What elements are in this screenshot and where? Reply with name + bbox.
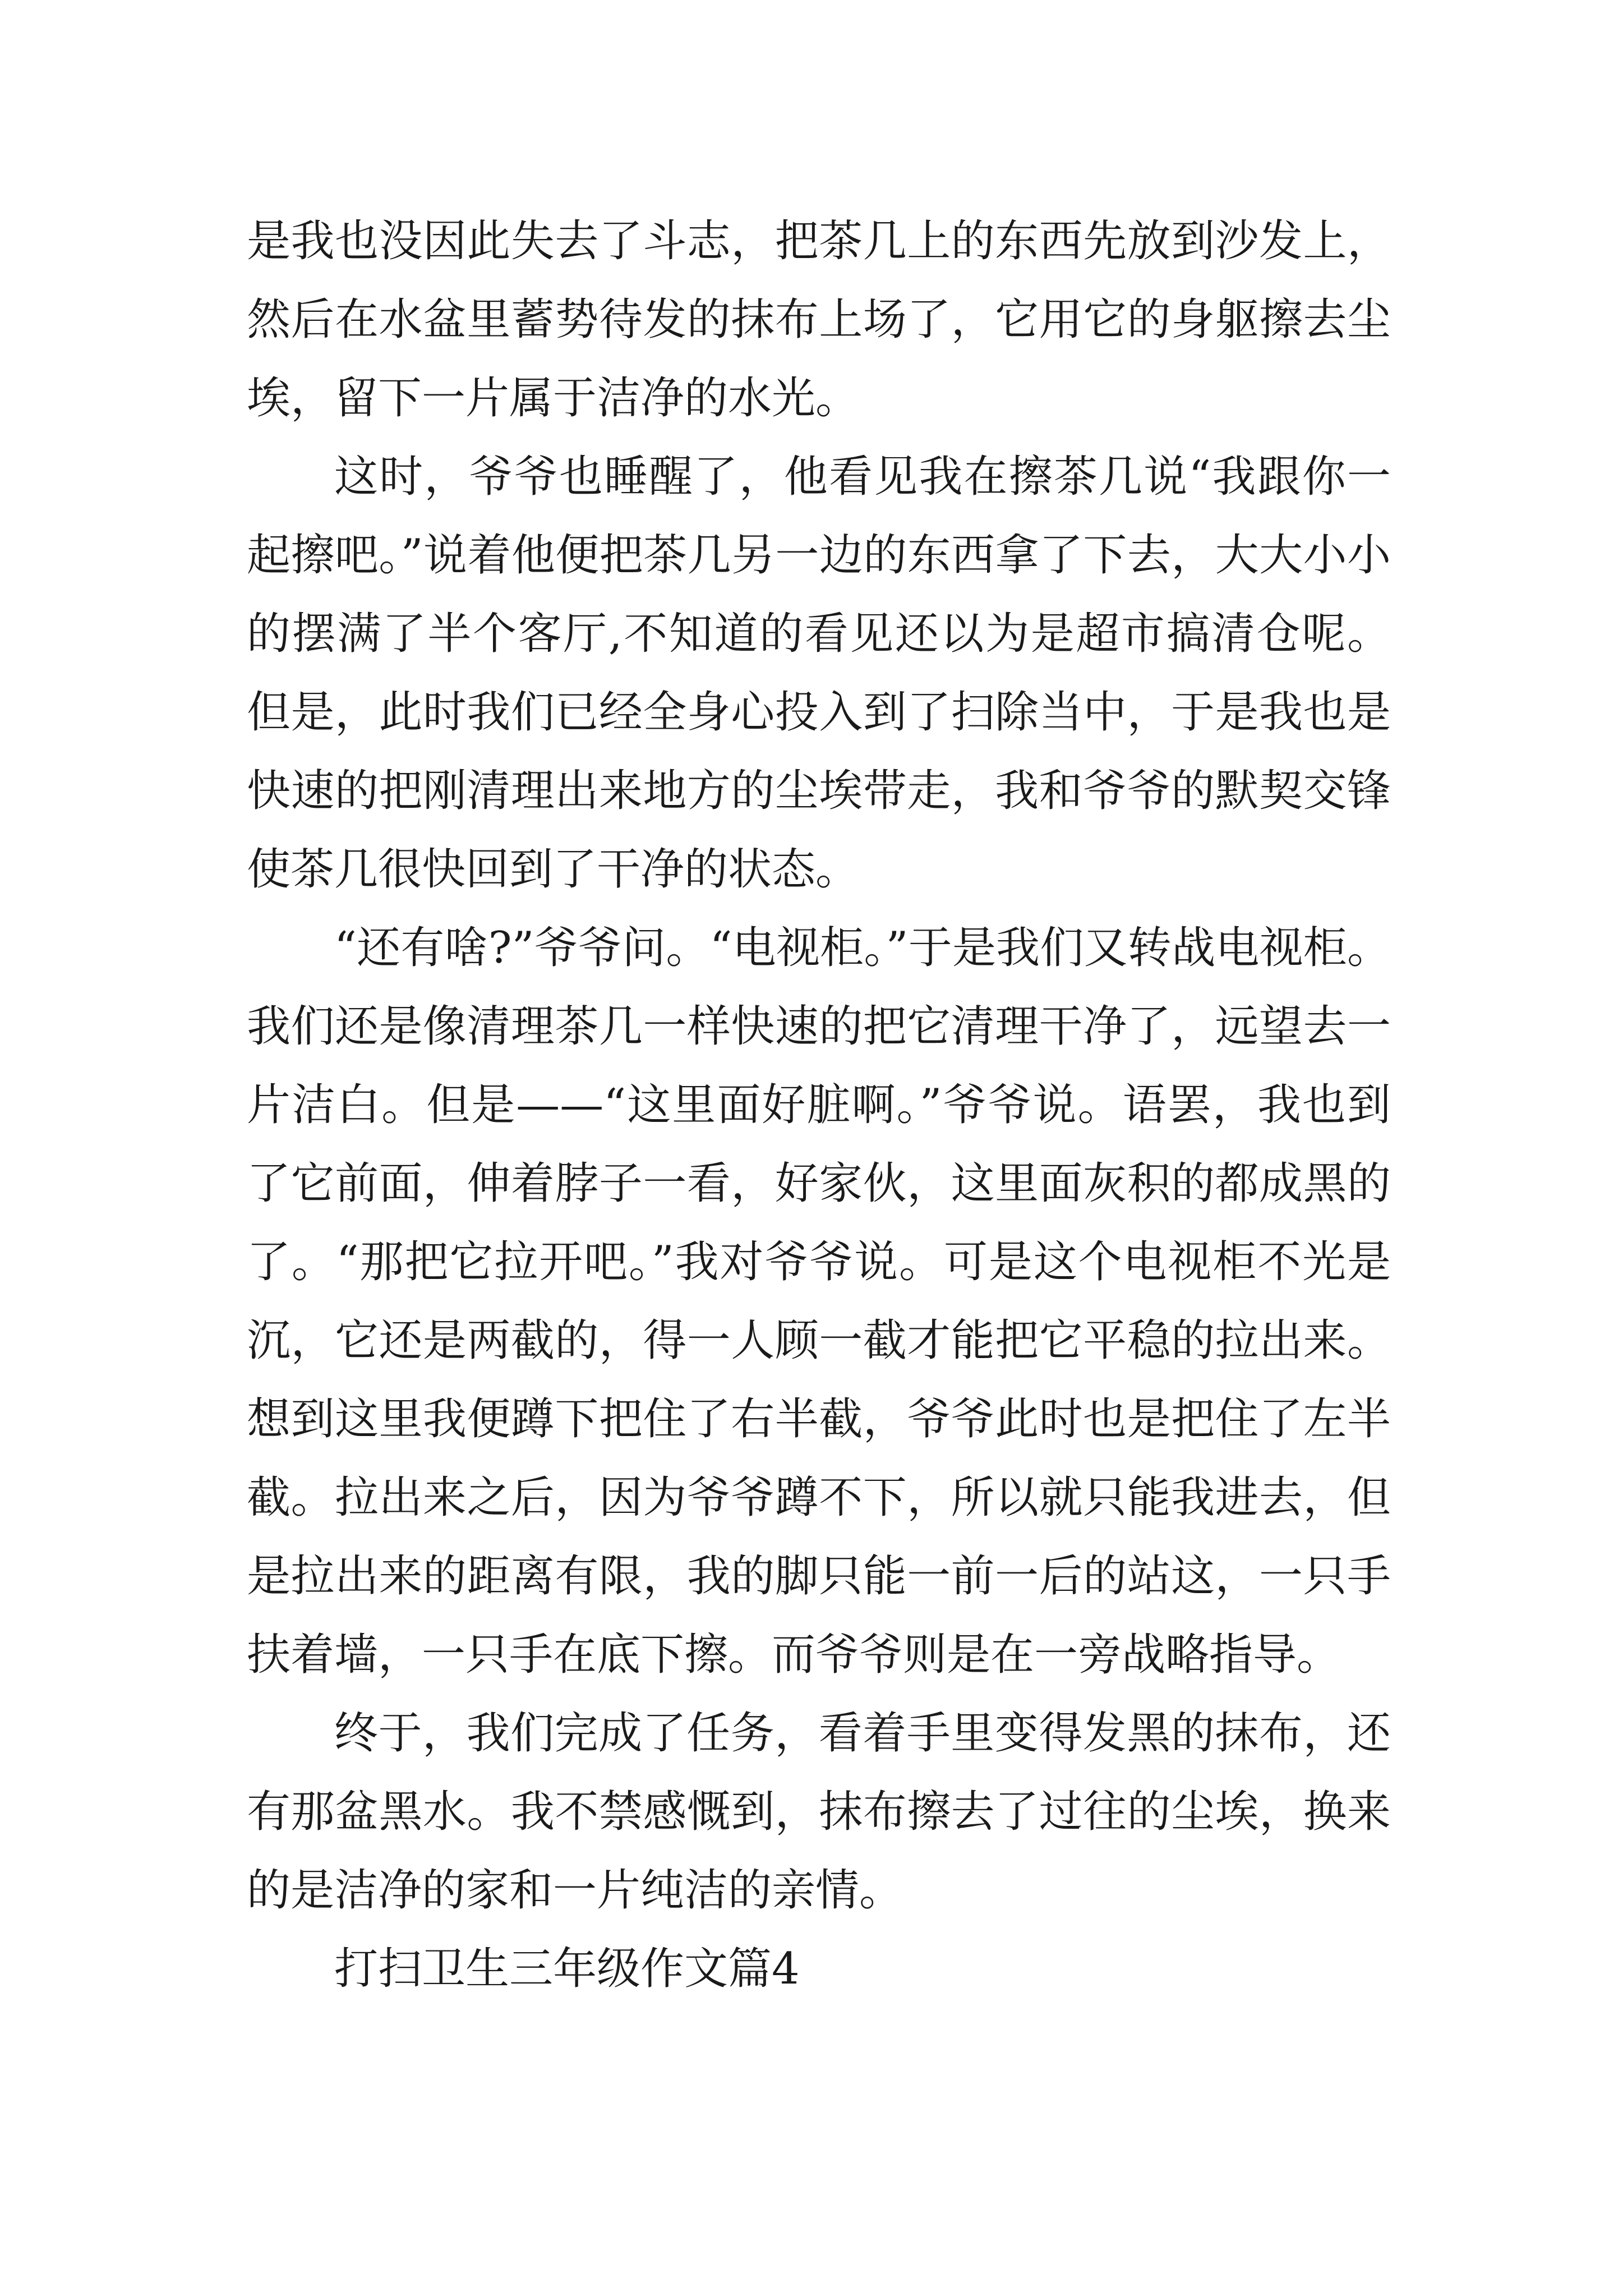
paragraph-3: “还有啥?”爷爷问。“电视柜。”于是我们又转战电视柜。我们还是像清理茶几一样快速的把它清理干净了，远望去一片洁白。但是——“这里面好脏啊。”爷爷说。语罢，我也到了它前面，伸着脖子一看，好家伙，这里面灰积的都成黑的了。“那把它拉开吧。”我对爷爷说。可是这个电视柜不光是沉，它还是两截的，得一人顾一截才能把它平稳的拉出来。想到这里我便蹲下把住了右半截，爷爷此时也是把住了左半截。拉出来之后，因为爷爷蹲不下，所以就只能我进去，但是拉出来的距离有限，我的脚只能一前一后的站这，一只手扶着墙，一只手在底下擦。而爷爷则是在一旁战略指导。 — [247, 923, 1391, 1680]
paragraph-2: 这时，爷爷也睡醒了，他看见我在擦茶几说“我跟你一起擦吧。”说着他便把茶几另一边的东西拿了下去，大大小小的摆满了半个客厅,不知道的看见还以为是超市搞清仓呢。但是，此时我们已经全身心投入到了扫除当中，于是我也是快速的把刚清理出来地方的尘埃带走，我和爷爷的默契交锋使茶几很快回到了干净的状态。 — [247, 452, 1391, 895]
document-body — [247, 202, 1391, 2008]
paragraph-1: 是我也没因此失去了斗志，把茶几上的东西先放到沙发上，然后在水盆里蓄势待发的抹布上场了，它用它的身躯擦去尘埃，留下一片属于洁净的水光。 — [247, 216, 1391, 424]
paragraph-4: 终于，我们完成了任务，看着手里变得发黑的抹布，还有那盆黑水。我不禁感慨到，抹布擦去了过往的尘埃，换来的是洁净的家和一片纯洁的亲情。 — [247, 1708, 1391, 1916]
section-heading: 打扫卫生三年级作文篇4 — [334, 1944, 800, 1994]
